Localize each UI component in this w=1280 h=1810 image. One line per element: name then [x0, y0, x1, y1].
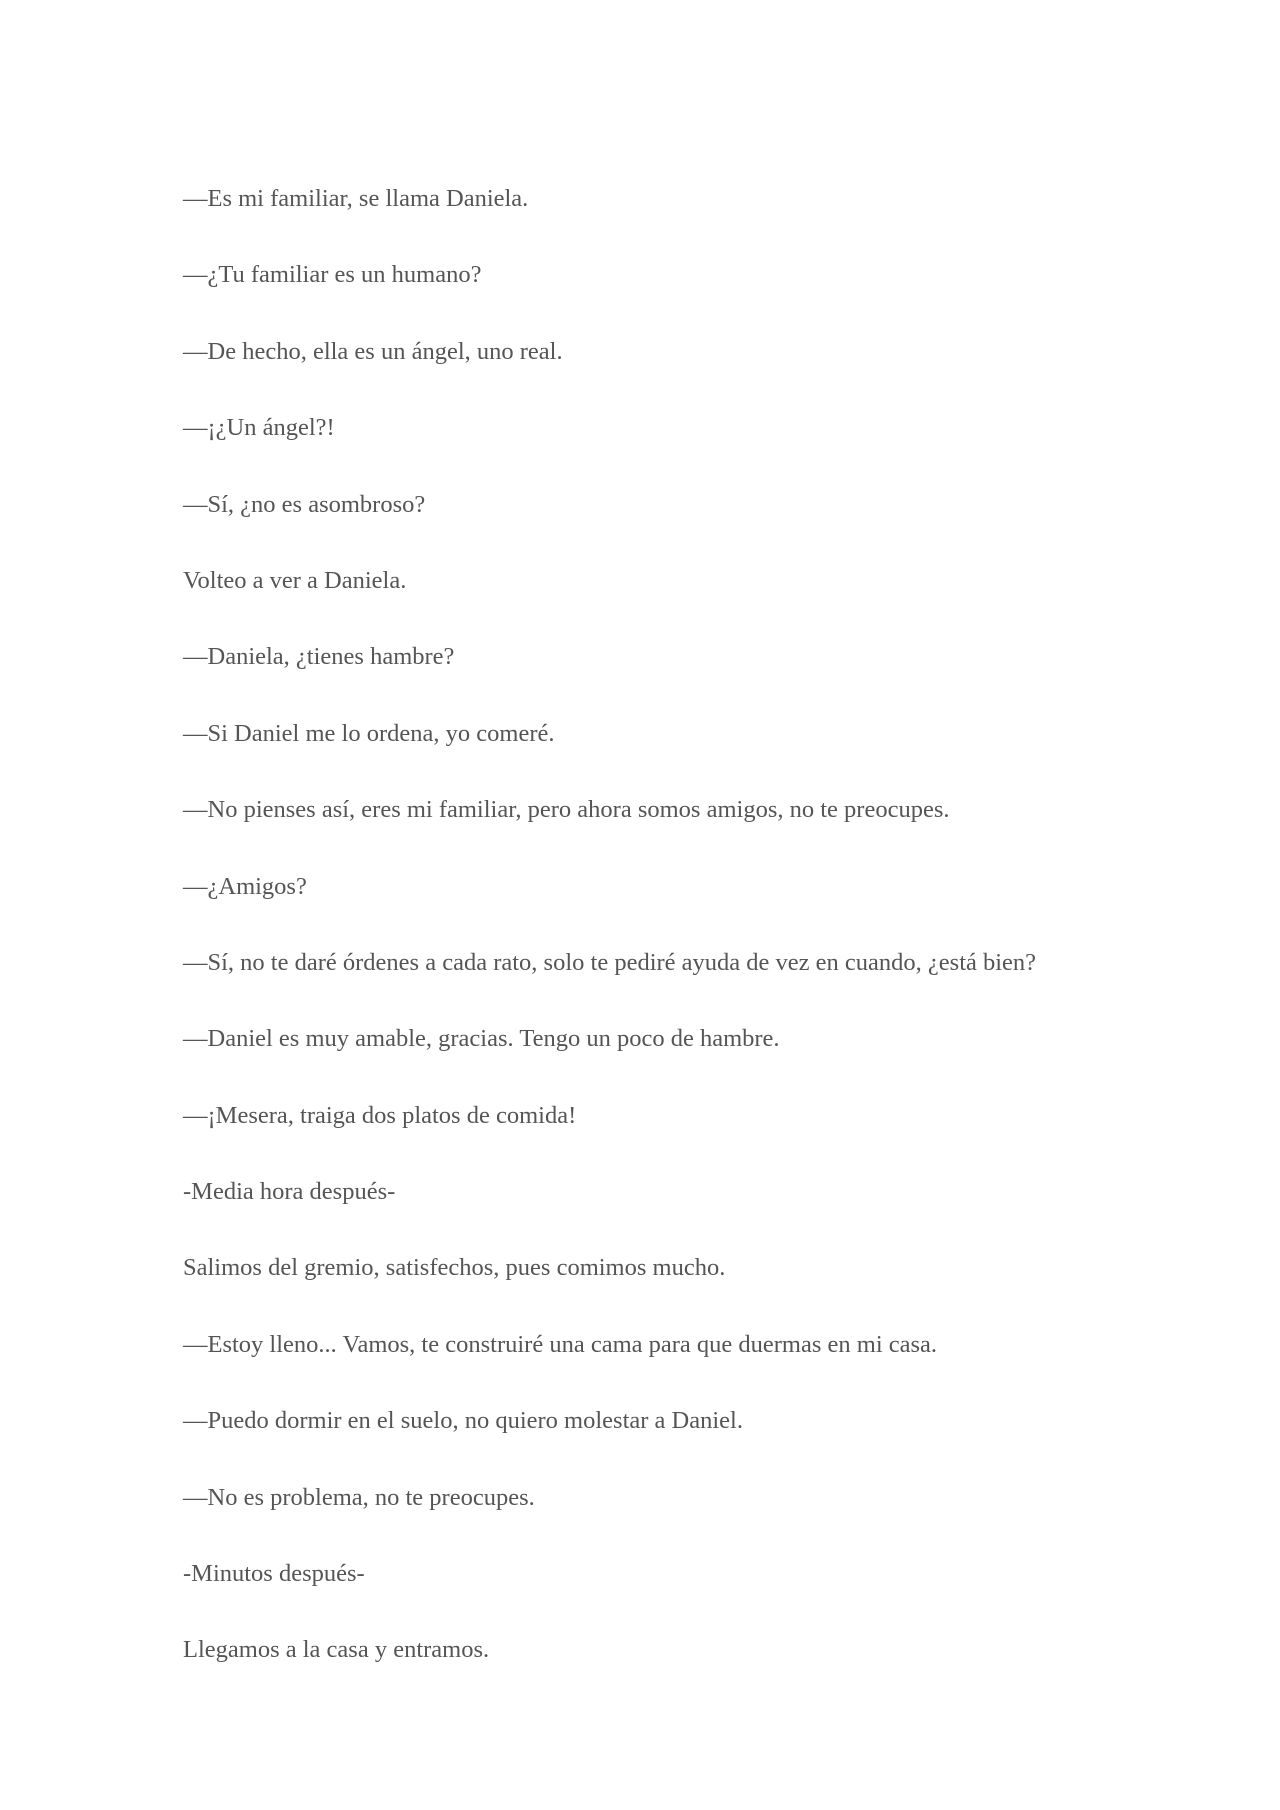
paragraph: Salimos del gremio, satisfechos, pues comimos mucho. — [183, 1254, 726, 1282]
paragraph: —Estoy lleno... Vamos, te construiré una cama para que duermas en mi casa. — [183, 1330, 938, 1358]
paragraph: —Sí, ¿no es asombroso? — [183, 490, 426, 518]
paragraph: —Sí, no te daré órdenes a cada rato, solo te pediré ayuda de vez en cuando, ¿está bien? — [183, 948, 1037, 976]
paragraph: —¡¿Un ángel?! — [183, 414, 335, 442]
paragraph: —Daniel es muy amable, gracias. Tengo un poco de hambre. — [183, 1025, 780, 1053]
paragraph: —¡Mesera, traiga dos platos de comida! — [183, 1101, 577, 1129]
scene-break: -Minutos después- — [183, 1560, 365, 1588]
paragraph: Volteo a ver a Daniela. — [183, 566, 407, 594]
scene-break: -Media hora después- — [183, 1178, 396, 1206]
paragraph: —¿Amigos? — [183, 872, 307, 900]
paragraph: —Si Daniel me lo ordena, yo comeré. — [183, 719, 555, 747]
paragraph: —Daniela, ¿tienes hambre? — [183, 643, 455, 671]
paragraph: —No pienses así, eres mi familiar, pero ahora somos amigos, no te preocupes. — [183, 796, 950, 824]
paragraph: —Es mi familiar, se llama Daniela. — [183, 185, 529, 212]
paragraph: —De hecho, ella es un ángel, uno real. — [183, 337, 563, 365]
document-body — [183, 179, 1183, 1707]
paragraph: Llegamos a la casa y entramos. — [183, 1636, 490, 1664]
paragraph: —Puedo dormir en el suelo, no quiero molestar a Daniel. — [183, 1407, 743, 1435]
paragraph: —¿Tu familiar es un humano? — [183, 261, 482, 289]
paragraph: —No es problema, no te preocupes. — [183, 1483, 535, 1511]
